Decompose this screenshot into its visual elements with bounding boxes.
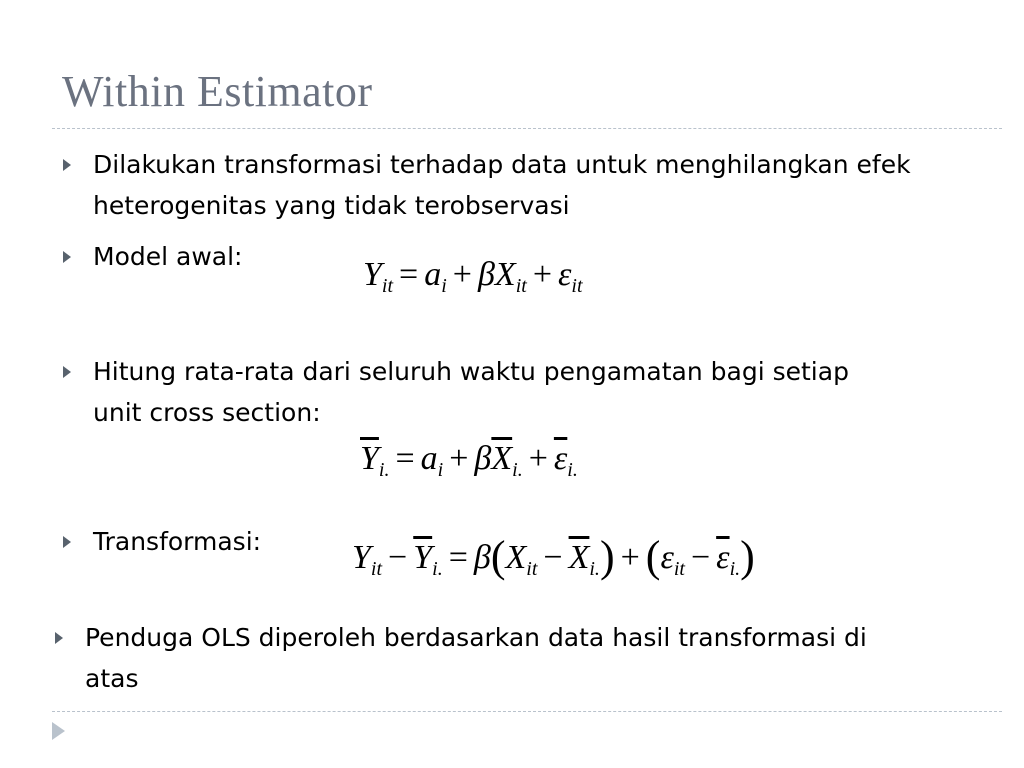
bullet-arrow-icon: [63, 251, 71, 263]
bullet-arrow-icon: [63, 536, 71, 548]
bullet-arrow-icon: [63, 366, 71, 378]
bullet-line-1: Dilakukan transformasi terhadap data untuk menghilangkan efek: [93, 150, 911, 179]
bullet-transformation-intro: [63, 144, 1003, 228]
bullet-line-1: Penduga OLS diperoleh berdasarkan data hasil transformasi di: [85, 623, 867, 652]
slide-title: Within Estimator: [62, 67, 373, 116]
bullet-transformasi: [63, 521, 343, 562]
equation-model: $Y_{it} = a_i + \beta X_{it} + \varepsilon_{it}$: [363, 256, 583, 297]
title-divider: [52, 128, 1002, 129]
footer-divider: [52, 711, 1002, 712]
bullet-arrow-icon: [55, 632, 63, 644]
bullet-model-awal: [63, 236, 363, 277]
bullet-line-2: heterogenitas yang tidak terobservasi: [93, 191, 570, 220]
bullet-penduga-ols: [55, 617, 995, 701]
equation-mean: $\overline{Y}_{i.} = a_i + \beta\overline{X}_{i.} + \overline{\varepsilon}_{i.}$: [360, 440, 578, 481]
bullet-line-1: Model awal:: [93, 242, 243, 271]
bullet-line-2: unit cross section:: [93, 398, 321, 427]
next-slide-arrow-icon[interactable]: [52, 722, 65, 740]
bullet-hitung-rata-rata: [63, 351, 1003, 435]
bullet-line-1: Hitung rata-rata dari seluruh waktu pengamatan bagi setiap: [93, 357, 849, 386]
bullet-line-2: atas: [85, 664, 139, 693]
bullet-line-1: Transformasi:: [93, 527, 262, 556]
equation-transformasi: $Y_{it} - \overline{Y}_{i.} = \beta(X_{it} - \overline{X}_{i.}) + (\varepsilon_{it} - \overline{\varepsilon}_{i.})$: [352, 532, 755, 581]
bullet-arrow-icon: [63, 159, 71, 171]
